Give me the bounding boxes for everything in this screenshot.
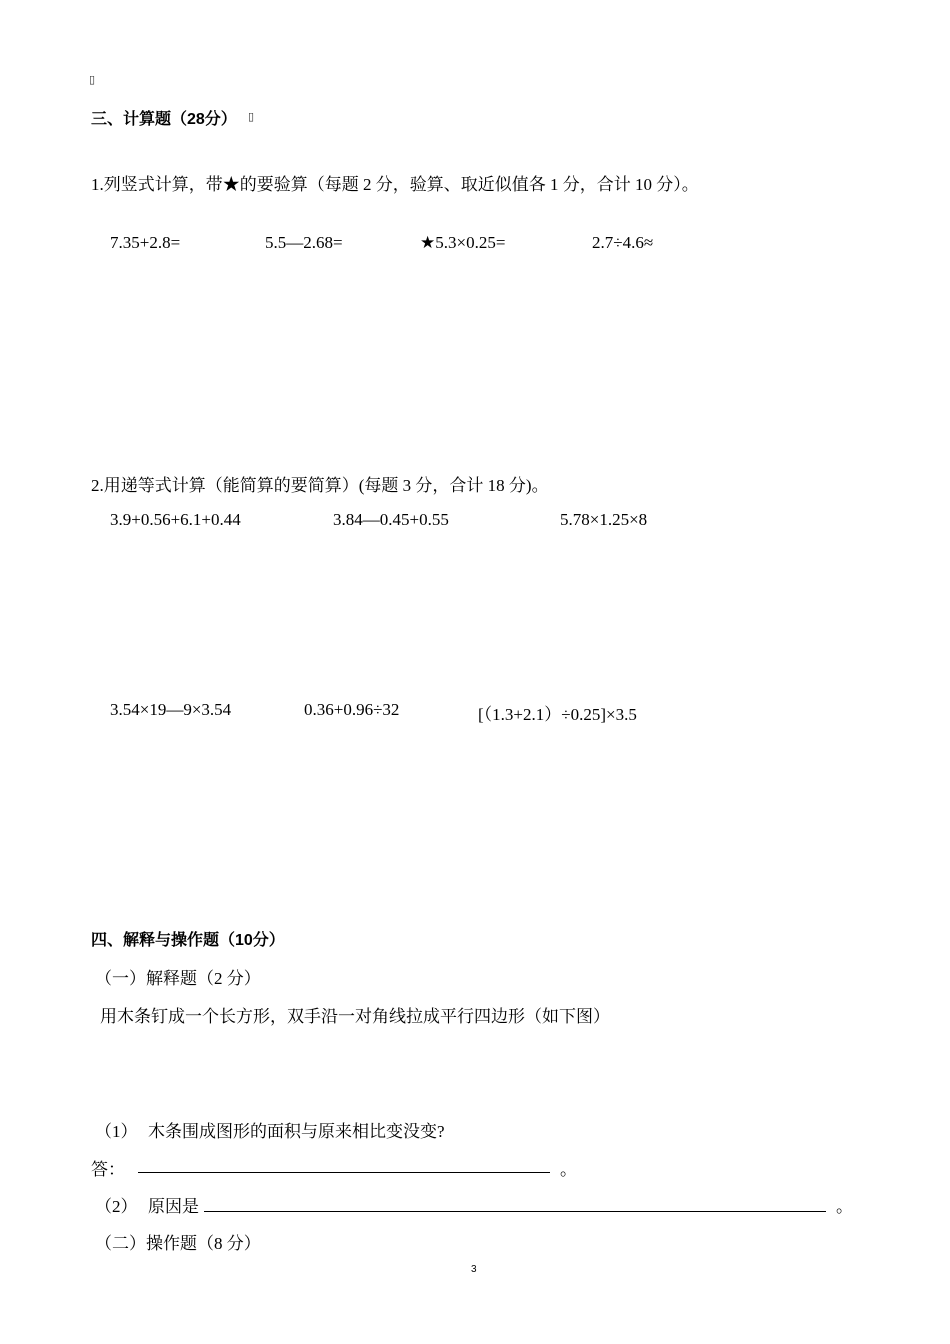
q2-expr-4: 3.54×19—9×3.54 [110, 700, 232, 719]
reason-end: 。 [836, 1197, 853, 1216]
q1-expr-1: 7.35+2.8= [110, 233, 181, 252]
q2-expr-5: 0.36+0.96÷32 [304, 700, 400, 719]
section-4-heading: 四、解释与操作题（10分） [91, 932, 285, 949]
q2-expr-3: 5.78×1.25×8 [560, 510, 648, 529]
q2-expr-2: 3.84—0.45+0.55 [333, 510, 449, 529]
q2-label: （2） [95, 1197, 138, 1216]
q2-expr-6: [（1.3+2.1）÷0.25]×3.5 [478, 705, 637, 724]
stray-mark-heading: ▯ [248, 110, 255, 123]
q1-expr-4: 2.7÷4.6≈ [592, 233, 654, 252]
q1-expr-2: 5.5—2.68= [265, 233, 343, 252]
q1-label: （1） [95, 1122, 138, 1141]
q1-instruction: 1.列竖式计算，带★的要验算（每题 2 分，验算、取近似值各 1 分，合计 10 分）。 [91, 175, 699, 194]
q2-instruction: 2.用递等式计算（能简算的要简算）(每题 3 分，合计 18 分)。 [91, 476, 549, 495]
answer-blank-line[interactable] [138, 1172, 550, 1173]
q2-question: 原因是 [148, 1197, 199, 1216]
part2-title: （二）操作题（8 分） [95, 1234, 261, 1253]
stray-mark-top: ▯ [89, 73, 96, 86]
part1-title: （一）解释题（2 分） [95, 969, 261, 988]
q1-expr-3: ★5.3×0.25= [420, 233, 506, 252]
section-3-heading: 三、计算题（28分） [91, 111, 237, 128]
reason-blank-line[interactable] [204, 1211, 826, 1212]
q2-expr-1: 3.9+0.56+6.1+0.44 [110, 510, 241, 529]
page-number: 3 [471, 1264, 477, 1275]
part1-text: 用木条钉成一个长方形，双手沿一对角线拉成平行四边形（如下图） [100, 1007, 610, 1026]
answer-label: 答： [91, 1160, 125, 1179]
answer-end: 。 [560, 1160, 577, 1179]
q1-question: 木条围成图形的面积与原来相比变没变? [148, 1122, 445, 1141]
